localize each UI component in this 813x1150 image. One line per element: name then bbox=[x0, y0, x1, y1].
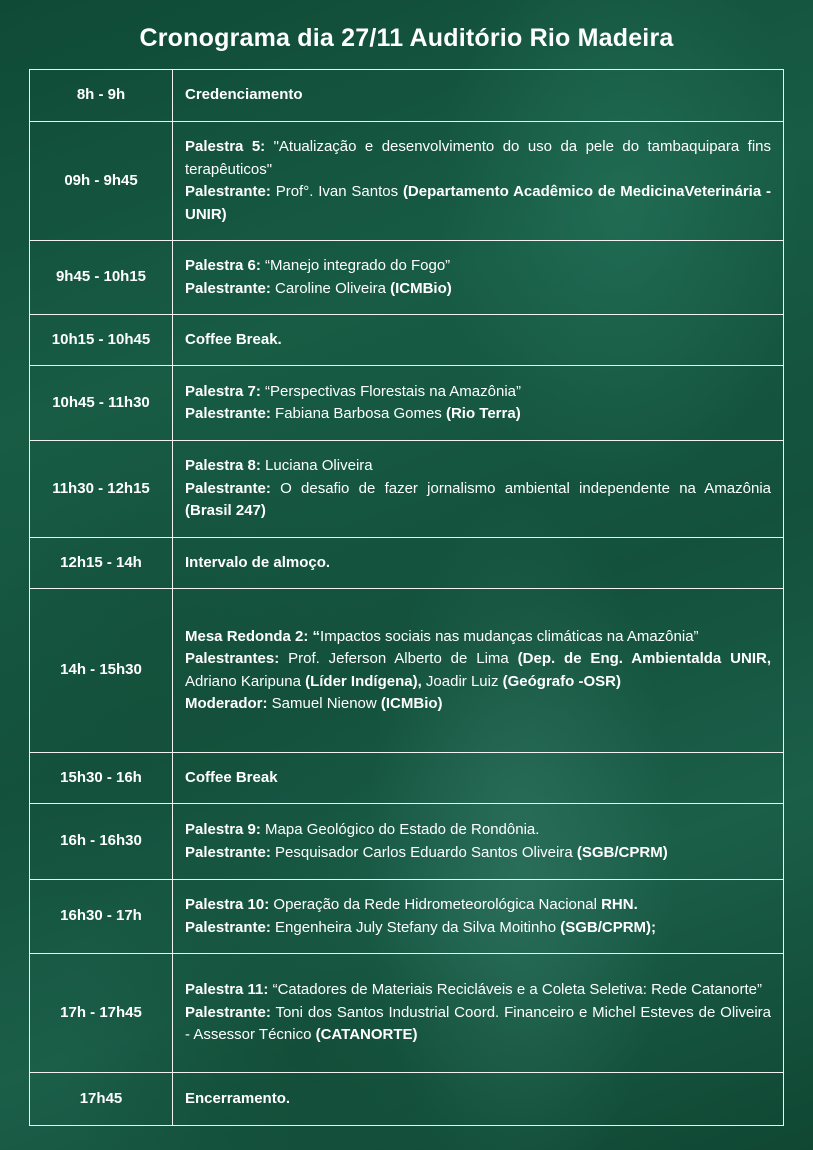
time-cell: 8h - 9h bbox=[30, 70, 173, 122]
speaker-name: Prof. Jeferson Alberto de Lima bbox=[279, 650, 518, 667]
talk-line bbox=[185, 455, 771, 478]
time-cell: 9h45 - 10h15 bbox=[30, 241, 173, 315]
speaker-org: (SGB/CPRM) bbox=[576, 843, 668, 861]
speaker-name: Joadir Luiz bbox=[421, 672, 503, 690]
talk-title: “Perspectivas Florestais na Amazônia” bbox=[260, 382, 521, 400]
talk-label: Palestra 5: bbox=[185, 138, 266, 155]
speaker-org: (Rio Terra) bbox=[445, 405, 521, 422]
table-row bbox=[30, 538, 784, 589]
table-row bbox=[30, 70, 784, 122]
event-title: Encerramento. bbox=[173, 1073, 784, 1126]
speaker-line bbox=[185, 917, 771, 940]
speaker-name: Engenheira July Stefany da Silva Moitinho bbox=[270, 918, 561, 936]
talk-title: Mapa Geológico do Estado de Rondônia. bbox=[260, 821, 540, 838]
event-cell bbox=[173, 441, 784, 538]
talk-title: "Atualização e desenvolvimento do uso da pele do tambaquipara fins terapêuticos" bbox=[185, 138, 771, 178]
talk-title: “Manejo integrado do Fogo” bbox=[260, 257, 451, 274]
moderator-org: (ICMBio) bbox=[380, 695, 443, 712]
speaker-label: Palestrantes: bbox=[185, 650, 280, 667]
time-cell: 16h - 16h30 bbox=[30, 804, 173, 880]
time-cell: 12h15 - 14h bbox=[30, 538, 173, 589]
speaker-org: (Departamento Acadêmico de MedicinaVeterinária - UNIR) bbox=[185, 183, 771, 223]
speaker-label: Palestrante: bbox=[185, 479, 271, 497]
event-cell bbox=[173, 589, 784, 753]
table-row bbox=[30, 954, 784, 1073]
page-title: Cronograma dia 27/11 Auditório Rio Madeira bbox=[139, 24, 674, 52]
talk-label: Palestra 11: bbox=[185, 981, 269, 999]
time-cell: 17h45 bbox=[30, 1073, 173, 1126]
talk-line bbox=[185, 255, 771, 278]
speaker-label: Palestrante: bbox=[185, 279, 271, 297]
talk-title: “Catadores de Materiais Recicláveis e a Coleta Seletiva: Rede Catanorte” bbox=[268, 981, 762, 999]
speaker-label: Palestrante: bbox=[185, 918, 271, 936]
table-row bbox=[30, 366, 784, 441]
event-title: Intervalo de almoço. bbox=[173, 538, 784, 589]
moderator-name: Samuel Nienow bbox=[267, 695, 381, 712]
event-cell bbox=[173, 122, 784, 241]
talk-label: Palestra 10: bbox=[185, 896, 270, 913]
talk-line bbox=[185, 381, 771, 404]
speaker-line bbox=[185, 1002, 771, 1047]
table-row bbox=[30, 441, 784, 538]
table-row bbox=[30, 241, 784, 315]
time-cell: 14h - 15h30 bbox=[30, 589, 173, 753]
event-cell bbox=[173, 804, 784, 880]
speaker-label: Palestrante: bbox=[185, 405, 271, 422]
speaker-org: (Brasil 247) bbox=[185, 502, 266, 520]
event-cell bbox=[173, 366, 784, 441]
speaker-line bbox=[185, 478, 771, 523]
time-cell: 17h - 17h45 bbox=[30, 954, 173, 1073]
table-row bbox=[30, 880, 784, 954]
event-cell bbox=[173, 241, 784, 315]
table-row bbox=[30, 589, 784, 753]
speaker-name: Caroline Oliveira bbox=[270, 279, 391, 297]
table-row bbox=[30, 315, 784, 366]
speaker-label: Palestrante: bbox=[185, 183, 271, 200]
time-cell: 11h30 - 12h15 bbox=[30, 441, 173, 538]
talk-label: Palestra 6: bbox=[185, 257, 261, 274]
speaker-org: (Dep. de Eng. Ambientalda UNIR, bbox=[517, 650, 771, 667]
speaker-name: Fabiana Barbosa Gomes bbox=[270, 405, 446, 422]
talk-label: Mesa Redonda 2: “ bbox=[185, 627, 321, 645]
speaker-name: Toni dos Santos Industrial Coord. Financeiro e Michel Esteves de Oliveira - Assessor Técnico bbox=[185, 1003, 771, 1044]
speaker-line bbox=[185, 278, 771, 301]
event-title: Coffee Break. bbox=[173, 315, 784, 366]
speaker-name: O desafio de fazer jornalismo ambiental independente na Amazônia bbox=[270, 479, 771, 497]
speaker-line bbox=[185, 403, 771, 426]
event-cell bbox=[173, 954, 784, 1073]
talk-label: Palestra 9: bbox=[185, 821, 261, 838]
talk-title: Luciana Oliveira bbox=[260, 457, 373, 475]
talk-line bbox=[185, 979, 771, 1002]
speaker-org: (Líder Indígena), bbox=[305, 672, 422, 690]
speaker-org: (Geógrafo -OSR) bbox=[502, 672, 621, 690]
speaker-line bbox=[185, 181, 771, 226]
schedule-table bbox=[29, 69, 784, 1126]
talk-title: Impactos sociais nas mudanças climáticas na Amazônia” bbox=[320, 627, 699, 645]
talk-label: Palestra 7: bbox=[185, 382, 261, 400]
event-cell bbox=[173, 880, 784, 954]
talk-label: Palestra 8: bbox=[185, 457, 261, 475]
time-cell: 16h30 - 17h bbox=[30, 880, 173, 954]
talk-line bbox=[185, 819, 771, 842]
moderator-line bbox=[185, 693, 771, 716]
time-cell: 10h15 - 10h45 bbox=[30, 315, 173, 366]
speaker-org: (ICMBio) bbox=[390, 279, 452, 297]
talk-org: RHN. bbox=[601, 896, 638, 913]
table-row bbox=[30, 122, 784, 241]
talk-line bbox=[185, 894, 771, 917]
speaker-label: Palestrante: bbox=[185, 1003, 271, 1021]
time-cell: 09h - 9h45 bbox=[30, 122, 173, 241]
table-row bbox=[30, 753, 784, 804]
speaker-label: Palestrante: bbox=[185, 843, 271, 861]
event-title: Coffee Break bbox=[173, 753, 784, 804]
talk-line bbox=[185, 626, 771, 649]
time-cell: 10h45 - 11h30 bbox=[30, 366, 173, 441]
talk-title: Operação da Rede Hidrometeorológica Nacional bbox=[269, 896, 602, 913]
table-row bbox=[30, 804, 784, 880]
speaker-line bbox=[185, 648, 771, 693]
speaker-org: (CATANORTE) bbox=[315, 1026, 418, 1044]
speaker-org: (SGB/CPRM); bbox=[560, 918, 657, 936]
table-row bbox=[30, 1073, 784, 1126]
time-cell: 15h30 - 16h bbox=[30, 753, 173, 804]
speaker-line bbox=[185, 842, 771, 865]
speaker-name: Adriano Karipuna bbox=[185, 672, 306, 690]
speaker-name: Prof°. Ivan Santos bbox=[270, 183, 403, 200]
moderator-label: Moderador: bbox=[185, 695, 268, 712]
speaker-name: Pesquisador Carlos Eduardo Santos Oliveira bbox=[270, 843, 577, 861]
event-title: Credenciamento bbox=[173, 70, 784, 122]
